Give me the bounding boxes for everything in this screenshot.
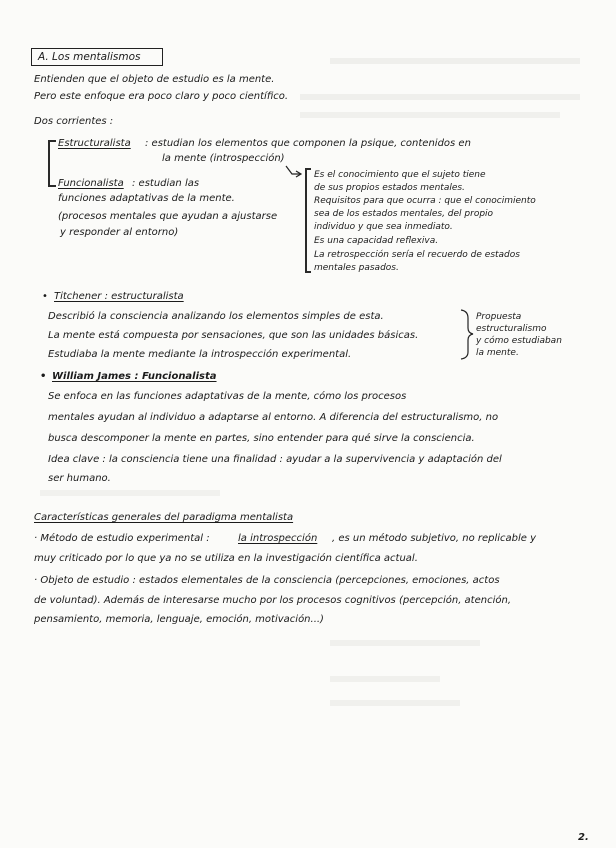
note-line-1: Es el conocimiento que el sujeto tiene <box>314 170 486 180</box>
note-line-6: Es una capacidad reflexiva. <box>314 236 439 246</box>
section-heading: A. Los mentalismos <box>31 48 163 66</box>
james-bullet: • <box>40 371 47 382</box>
metodo-rest: , es un método subjetivo, no replicable y <box>332 533 537 544</box>
funcionalista-name: Funcionalista <box>58 178 124 189</box>
james-line-5: ser humano. <box>48 473 111 484</box>
funcionalista-desc-1: : estudian las <box>132 178 200 189</box>
titchener-line-3: Estudiaba la mente mediante la introspección experimental. <box>48 349 352 360</box>
corrientes-label: Dos corrientes : <box>34 116 114 127</box>
page-number: 2. <box>578 832 589 843</box>
titchener-line-1: Describió la consciencia analizando los elementos simples de esta. <box>48 311 384 322</box>
funcionalista-desc-3: (procesos mentales que ayudan a ajustarse <box>58 211 278 222</box>
titchener-line-2: La mente está compuesta por sensaciones, que son las unidades básicas. <box>48 330 419 341</box>
metodo-term: la introspección <box>238 533 318 544</box>
titchener-note-3: y cómo estudiaban <box>476 336 562 346</box>
funcionalista-desc-2: funciones adaptativas de la mente. <box>58 193 235 204</box>
metodo-line-2: muy criticado por lo que ya no se utiliza en la investigación científica actual. <box>34 553 418 564</box>
objeto-line-1: · Objeto de estudio : estados elementales de la consciencia (percepciones, emociones, actos <box>34 575 500 586</box>
james-heading: William James : Funcionalista <box>52 371 217 382</box>
titchener-note-4: la mente. <box>476 348 519 358</box>
objeto-line-3: pensamiento, memoria, lenguaje, emoción, motivación...) <box>34 614 324 625</box>
james-line-4: Idea clave : la consciencia tiene una finalidad : ayudar a la supervivencia y adaptación del <box>48 454 502 465</box>
estructuralista-desc-1: : estudian los elementos que componen la psique, contenidos en <box>145 138 471 149</box>
caracteristicas-heading: Características generales del paradigma mentalista <box>34 512 294 523</box>
intro-line-2: Pero este enfoque era poco claro y poco científico. <box>34 91 289 102</box>
james-line-3: busca descomponer la mente en partes, sino entender para qué sirve la consciencia. <box>48 433 475 444</box>
note-line-3: Requisitos para que ocurra : que el conocimiento <box>314 196 536 206</box>
note-line-5: individuo y que sea inmediato. <box>314 222 453 232</box>
james-line-1: Se enfoca en las funciones adaptativas de la mente, cómo los procesos <box>48 391 407 402</box>
titchener-heading: Titchener : estructuralista <box>54 291 184 302</box>
note-line-2: de sus propios estados mentales. <box>314 183 465 193</box>
funcionalista-desc-4: y responder al entorno) <box>60 227 179 238</box>
james-line-2: mentales ayudan al individuo a adaptarse al entorno. A diferencia del estructuralismo, no <box>48 412 499 423</box>
note-line-7: La retrospección sería el recuerdo de estados <box>314 250 520 260</box>
estructuralista-desc-2: la mente (introspección) <box>162 153 285 164</box>
titchener-note-2: estructuralismo <box>476 324 547 334</box>
titchener-note-1: Propuesta <box>476 312 522 322</box>
estructuralista-name: Estructuralista <box>58 138 131 149</box>
intro-line-1: Entienden que el objeto de estudio es la mente. <box>34 74 275 85</box>
note-line-4: sea de los estados mentales, del propio <box>314 209 494 219</box>
titchener-bullet: • <box>42 291 48 302</box>
metodo-prefix: · Método de estudio experimental : <box>34 533 210 544</box>
objeto-line-2: de voluntad). Además de interesarse mucho por los procesos cognitivos (percepción, atención, <box>34 595 511 606</box>
note-line-8: mentales pasados. <box>314 263 399 273</box>
